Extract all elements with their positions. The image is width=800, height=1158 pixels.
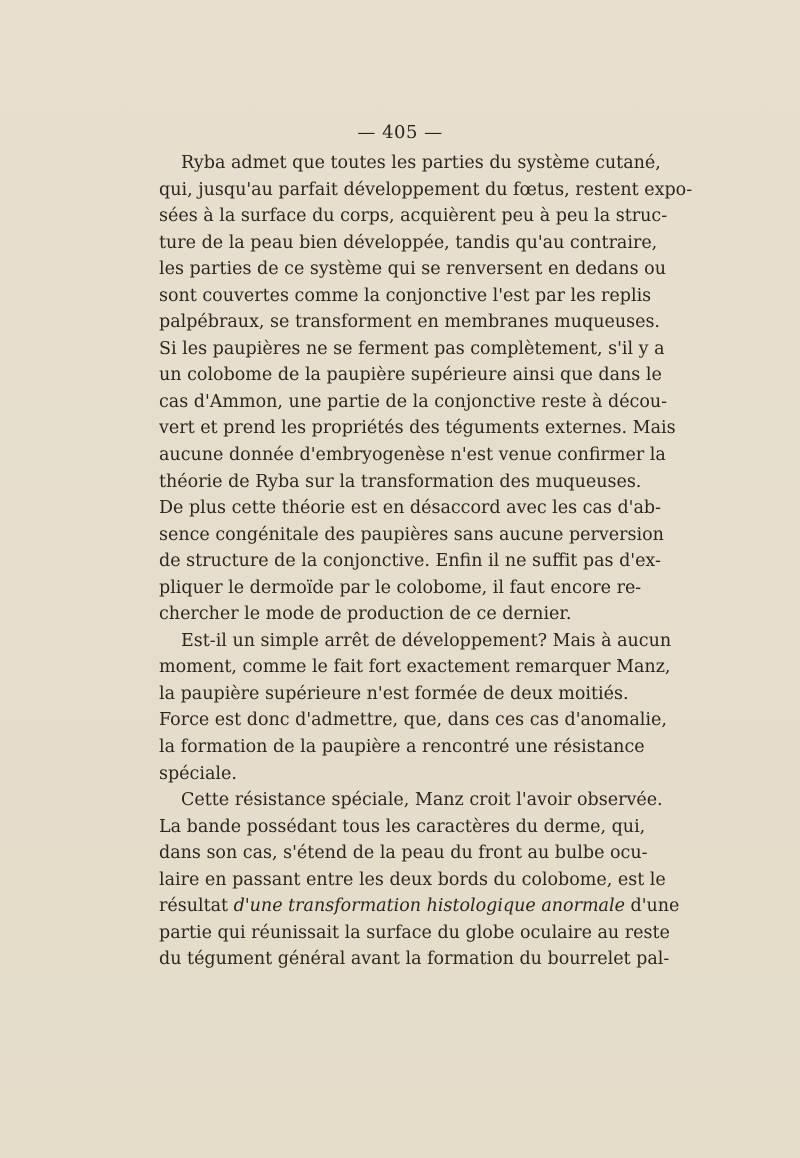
text-line: vert et prend les propriétés des téguments externes. Mais xyxy=(159,418,676,439)
text-line: De plus cette théorie est en désaccord avec les cas d'ab- xyxy=(159,498,662,519)
text-line: laire en passant entre les deux bords du colobome, est le xyxy=(159,869,666,890)
page-number: — 405 — xyxy=(357,122,443,143)
text-line: sont couvertes comme la conjonctive l'est par les replis xyxy=(159,285,652,306)
text-line: Cette résistance spéciale, Manz croit l'avoir observée. xyxy=(181,790,663,811)
text-line: La bande possédant tous les caractères du derme, qui, xyxy=(159,816,646,837)
text-line: dans son cas, s'étend de la peau du front au bulbe ocu- xyxy=(159,843,648,864)
text-line: de structure de la conjonctive. Enfin il ne suffit pas d'ex- xyxy=(159,551,661,572)
text-line: les parties de ce système qui se renversent en dedans ou xyxy=(159,259,666,280)
text-line: Est-il un simple arrêt de développement? Mais à aucun xyxy=(181,630,672,651)
text-line: moment, comme le fait fort exactement remarquer Manz, xyxy=(159,657,671,678)
text-line: théorie de Ryba sur la transformation des muqueuses. xyxy=(159,471,642,492)
text-line: partie qui réunissait la surface du globe oculaire au reste xyxy=(159,922,670,943)
text-line: qui, jusqu'au parfait développement du fœtus, restent expo- xyxy=(159,179,693,200)
text-line: la formation de la paupière a rencontré une résistance xyxy=(159,737,645,758)
text-run: résultat xyxy=(159,896,234,917)
text-line: cas d'Ammon, une partie de la conjonctive reste à décou- xyxy=(159,391,668,412)
text-line: la paupière supérieure n'est formée de deux moitiés. xyxy=(159,683,629,704)
text-line: pliquer le dermoïde par le colobome, il faut encore re- xyxy=(159,577,642,598)
text-line: spéciale. xyxy=(159,763,237,784)
text-line: un colobome de la paupière supérieure ainsi que dans le xyxy=(159,365,662,386)
text-line: du tégument général avant la formation du bourrelet pal- xyxy=(159,949,670,970)
text-line: Force est donc d'admettre, que, dans ces cas d'anomalie, xyxy=(159,710,667,731)
text-line: palpébraux, se transforment en membranes muqueuses. xyxy=(159,312,660,333)
body-text xyxy=(159,150,693,973)
text-line-with-italic xyxy=(159,893,680,920)
text-line: Si les paupières ne se ferment pas complètement, s'il y a xyxy=(159,338,665,359)
italic-phrase: d'une transformation histologique anormale xyxy=(233,896,625,917)
text-line: chercher le mode de production de ce dernier. xyxy=(159,604,572,625)
text-line: aucune donnée d'embryogenèse n'est venue confirmer la xyxy=(159,445,666,466)
text-run: d'une xyxy=(624,896,680,917)
text-line: sence congénitale des paupières sans aucune perversion xyxy=(159,524,664,545)
text-line: Ryba admet que toutes les parties du système cutané, xyxy=(181,153,661,173)
text-line: ture de la peau bien développée, tandis qu'au contraire, xyxy=(159,232,658,253)
text-line: sées à la surface du corps, acquièrent peu à peu la struc- xyxy=(159,206,668,227)
